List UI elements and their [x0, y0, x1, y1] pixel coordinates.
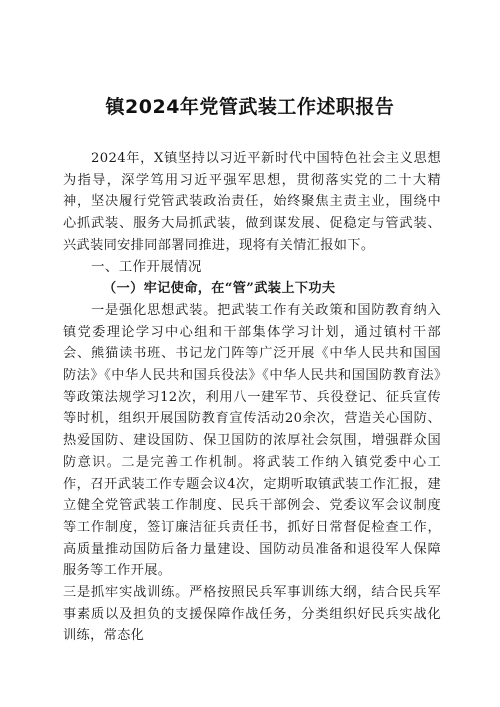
intro-paragraph: 2024年，X镇坚持以习近平新时代中国特色社会主义思想为指导，深学笃用习近平强军思想，贯彻落实党的二十大精神，坚决履行党管武装政治责任，始终聚焦主责主业，围绕中心抓武装、服务大局抓武装，做到谋发展、促稳定与管武装、兴武装同安排同部署同推进，现将有关情汇报如下。: [63, 151, 441, 253]
body-paragraph: 一是强化思想武装。把武装工作有关政策和国防教育纳入镇党委理论学习中心组和干部集体学习计划，通过镇村干部会、熊猫读书班、书记龙门阵等广泛开展《中华人民共和国国防法》《中华人民共和国兵役法》《中华人民共和国国防教育法》等政策法规学习12次，利用八一建军节、兵役登记、征兵宣传等时机，组织开展国防教育宣传活动20余次，营造关心国防、热爱国防、建设国防、保卫国防的浓厚社会氛围，增强群众国防意识。二是完善工作机制。将武装工作纳入镇党委中心工作，召开武装工作专题会议4次，定期听取镇武装工作汇报，建立健全党管武装工作制度、民兵干部例会、党委议军会议制度等工作制度，签订廉洁征兵责任书，抓好日常督促检查工作，高质量推动国防后备力量建设、国防动员准备和退役军人保障服务等工作开展。: [63, 302, 441, 579]
document-body: [63, 148, 441, 647]
body-paragraph-continued: 三是抓牢实战训练。严格按照民兵军事训练大纲，结合民兵军事素质以及担负的支援保障作战任务，分类组织好民兵实战化训练，常态化: [63, 585, 441, 644]
subsection-heading: （一）牢记使命，在“管”武装上下功夫: [103, 281, 336, 297]
document-title: 镇2024年党管武装工作述职报告: [105, 96, 395, 118]
section-heading: 一、工作开展情况: [91, 258, 202, 275]
